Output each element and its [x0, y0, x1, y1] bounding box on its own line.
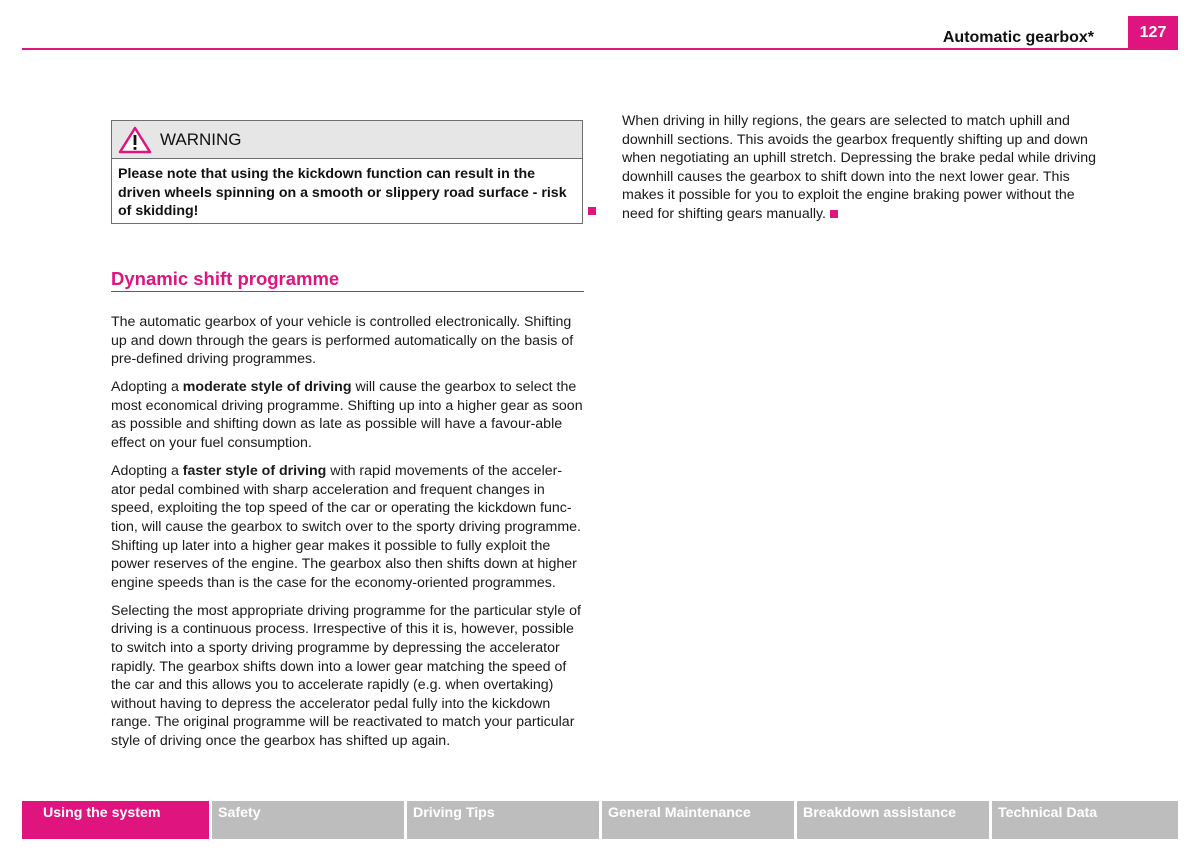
warning-box [111, 120, 583, 224]
paragraph-text: Adopting a [111, 463, 183, 480]
section-heading: Dynamic shift programme [111, 268, 340, 289]
nav-tab-breakdown-assistance[interactable]: Breakdown assistance [797, 801, 989, 839]
section-divider [111, 291, 584, 292]
end-of-section-square-icon [588, 207, 596, 215]
footer-navigation [22, 801, 1178, 839]
page-header-title: Automatic gearbox* [942, 29, 1094, 46]
nav-tab-using-the-system[interactable]: Using the system [22, 801, 209, 839]
paragraph [111, 378, 585, 452]
paragraph [622, 112, 1096, 224]
nav-tab-general-maintenance[interactable]: General Maintenance [602, 801, 794, 839]
end-of-section-square-icon [830, 210, 838, 218]
right-column [622, 112, 1096, 224]
emphasis-text: moderate style of driving [182, 379, 352, 396]
nav-tab-technical-data[interactable]: Technical Data [992, 801, 1178, 839]
paragraph: The automatic gearbox of your vehicle is controlled electronically. Shifting up and down through the gears is performed automatically on the basis of pre-defined driving programmes. [111, 314, 574, 368]
warning-header [112, 121, 582, 159]
page-number: 127 [1128, 16, 1178, 49]
paragraph: Selecting the most appropriate driving programme for the particular style of driving is a continuous process. Irrespective of this it is, however, possible to switch into a sporty driving programme by depressing the accelerator rapidly. The gearbox shifts down into a lower gear matching the speed of the car and this allows you to accelerate rapidly (e.g. when overtaking) without having to depress the accelerator pedal fully into the kickdown range. The original programme will be reactivated to match your particular style of driving once the gearbox has shifted up again. [111, 602, 581, 749]
paragraph-text: Adopting a [111, 379, 183, 396]
nav-tab-safety[interactable]: Safety [212, 801, 404, 839]
warning-title: WARNING [160, 129, 242, 149]
header-divider [22, 48, 1178, 50]
emphasis-text: faster style of driving [182, 463, 327, 480]
paragraph-text: When driving in hilly regions, the gears are selected to match uphill and downhill sections. This avoids the gearbox frequently shifting up and down when negotiating an uphill stretch. Depressing the brake pedal while driving downhill causes the gearbox to shift down into the next lower gear. This makes it possible for you to exploit the engine braking power without the need for shifting gears manually. [622, 113, 1096, 222]
warning-text: Please note that using the kickdown function can result in the driven wheels spinning on a smooth or slippery road surface - risk of skidding! [118, 166, 567, 219]
left-column [111, 313, 585, 760]
paragraph-text: with rapid movements of the acceler-ator pedal combined with sharp acceleration and frequent changes in speed, exploiting the top speed of the car or operating the kickdown func-tion, will cause the gearbox to switch over to the sporty driving programme. Shifting up later into a higher gear makes it possible to fully exploit the power reserves of the engine. The gearbox also then shifts down at higher engine speeds than is the case for the economy-oriented programmes. [111, 463, 581, 591]
nav-tab-driving-tips[interactable]: Driving Tips [407, 801, 599, 839]
paragraph-text: will cause the gearbox to select the most economical driving programme. Shifting up into a higher gear as soon as possible and shifting down as late as possible will have a favour-able effect on your fuel consumption. [111, 379, 583, 452]
warning-triangle-icon [118, 126, 152, 154]
paragraph [111, 462, 585, 592]
